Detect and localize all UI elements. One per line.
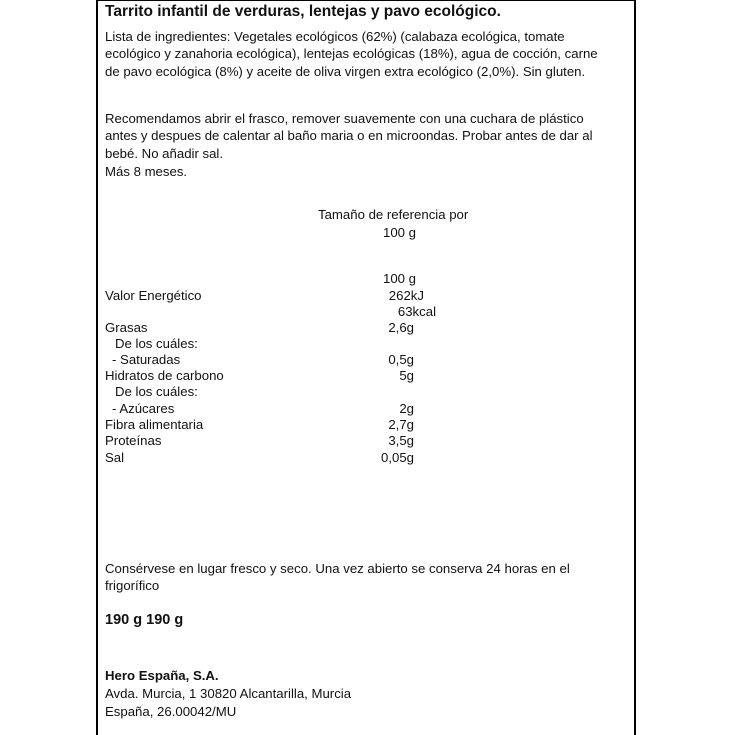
row-value: 0,05g <box>380 450 414 465</box>
company-address: Avda. Murcia, 1 30820 Alcantarilla, Murcia <box>105 686 352 701</box>
reference-header: Tamaño de referencia por <box>318 207 469 222</box>
energy-kj: 262kJ <box>388 288 424 303</box>
row-value: 2,6g <box>388 320 414 335</box>
row-label: De los cuáles: <box>115 384 198 399</box>
row-value: 2,7g <box>388 417 414 432</box>
ingredients-text: Lista de ingredientes: Vegetales ecológicos (62%) (calabaza ecológica, tomate ecológico y zanahoria ecológica), lentejas ecológicas (18%), agua de cocción, carne de pavo ecológica (8%) y aceite de oliva virgen extra ecológico (2,0%). Sin gluten. <box>105 29 598 79</box>
row-label: Fibra alimentaria <box>105 417 204 432</box>
company-registry: España, 26.00042/MU <box>105 704 237 719</box>
row-label: Sal <box>105 450 125 465</box>
row-label: Hidratos de carbono <box>105 368 224 383</box>
row-label: Grasas <box>105 320 148 335</box>
row-value: 0,5g <box>388 352 414 367</box>
energy-label: Valor Energético <box>105 288 202 303</box>
row-label: - Saturadas <box>112 352 181 367</box>
energy-kcal: 63kcal <box>397 304 436 319</box>
column-header: 100 g <box>383 271 417 286</box>
age-text: Más 8 meses. <box>105 164 188 179</box>
row-label: De los cuáles: <box>115 336 198 351</box>
row-value: 3,5g <box>388 433 414 448</box>
row-value: 2g <box>399 401 414 416</box>
row-label: - Azúcares <box>112 401 175 416</box>
net-weight-value: 190 g <box>105 612 143 628</box>
row-label: Proteínas <box>105 433 162 448</box>
company-name: Hero España, S.A. <box>105 668 219 683</box>
net-weight-value-2: 190 g <box>146 612 184 628</box>
row-value: 5g <box>399 368 414 383</box>
usage-text: Recomendamos abrir el frasco, remover suavemente con una cuchara de plástico antes y despues de calentar al baño maria o en microondas. Probar antes de dar al bebé. No añadir sal. <box>105 111 593 161</box>
net-weight <box>105 612 183 629</box>
reference-amount: 100 g <box>383 225 417 240</box>
product-title: Tarrito infantil de verduras, lentejas y pavo ecológico. <box>105 3 501 20</box>
storage-text: Consérvese en lugar fresco y seco. Una vez abierto se conserva 24 horas en el frigorífico <box>105 561 570 594</box>
